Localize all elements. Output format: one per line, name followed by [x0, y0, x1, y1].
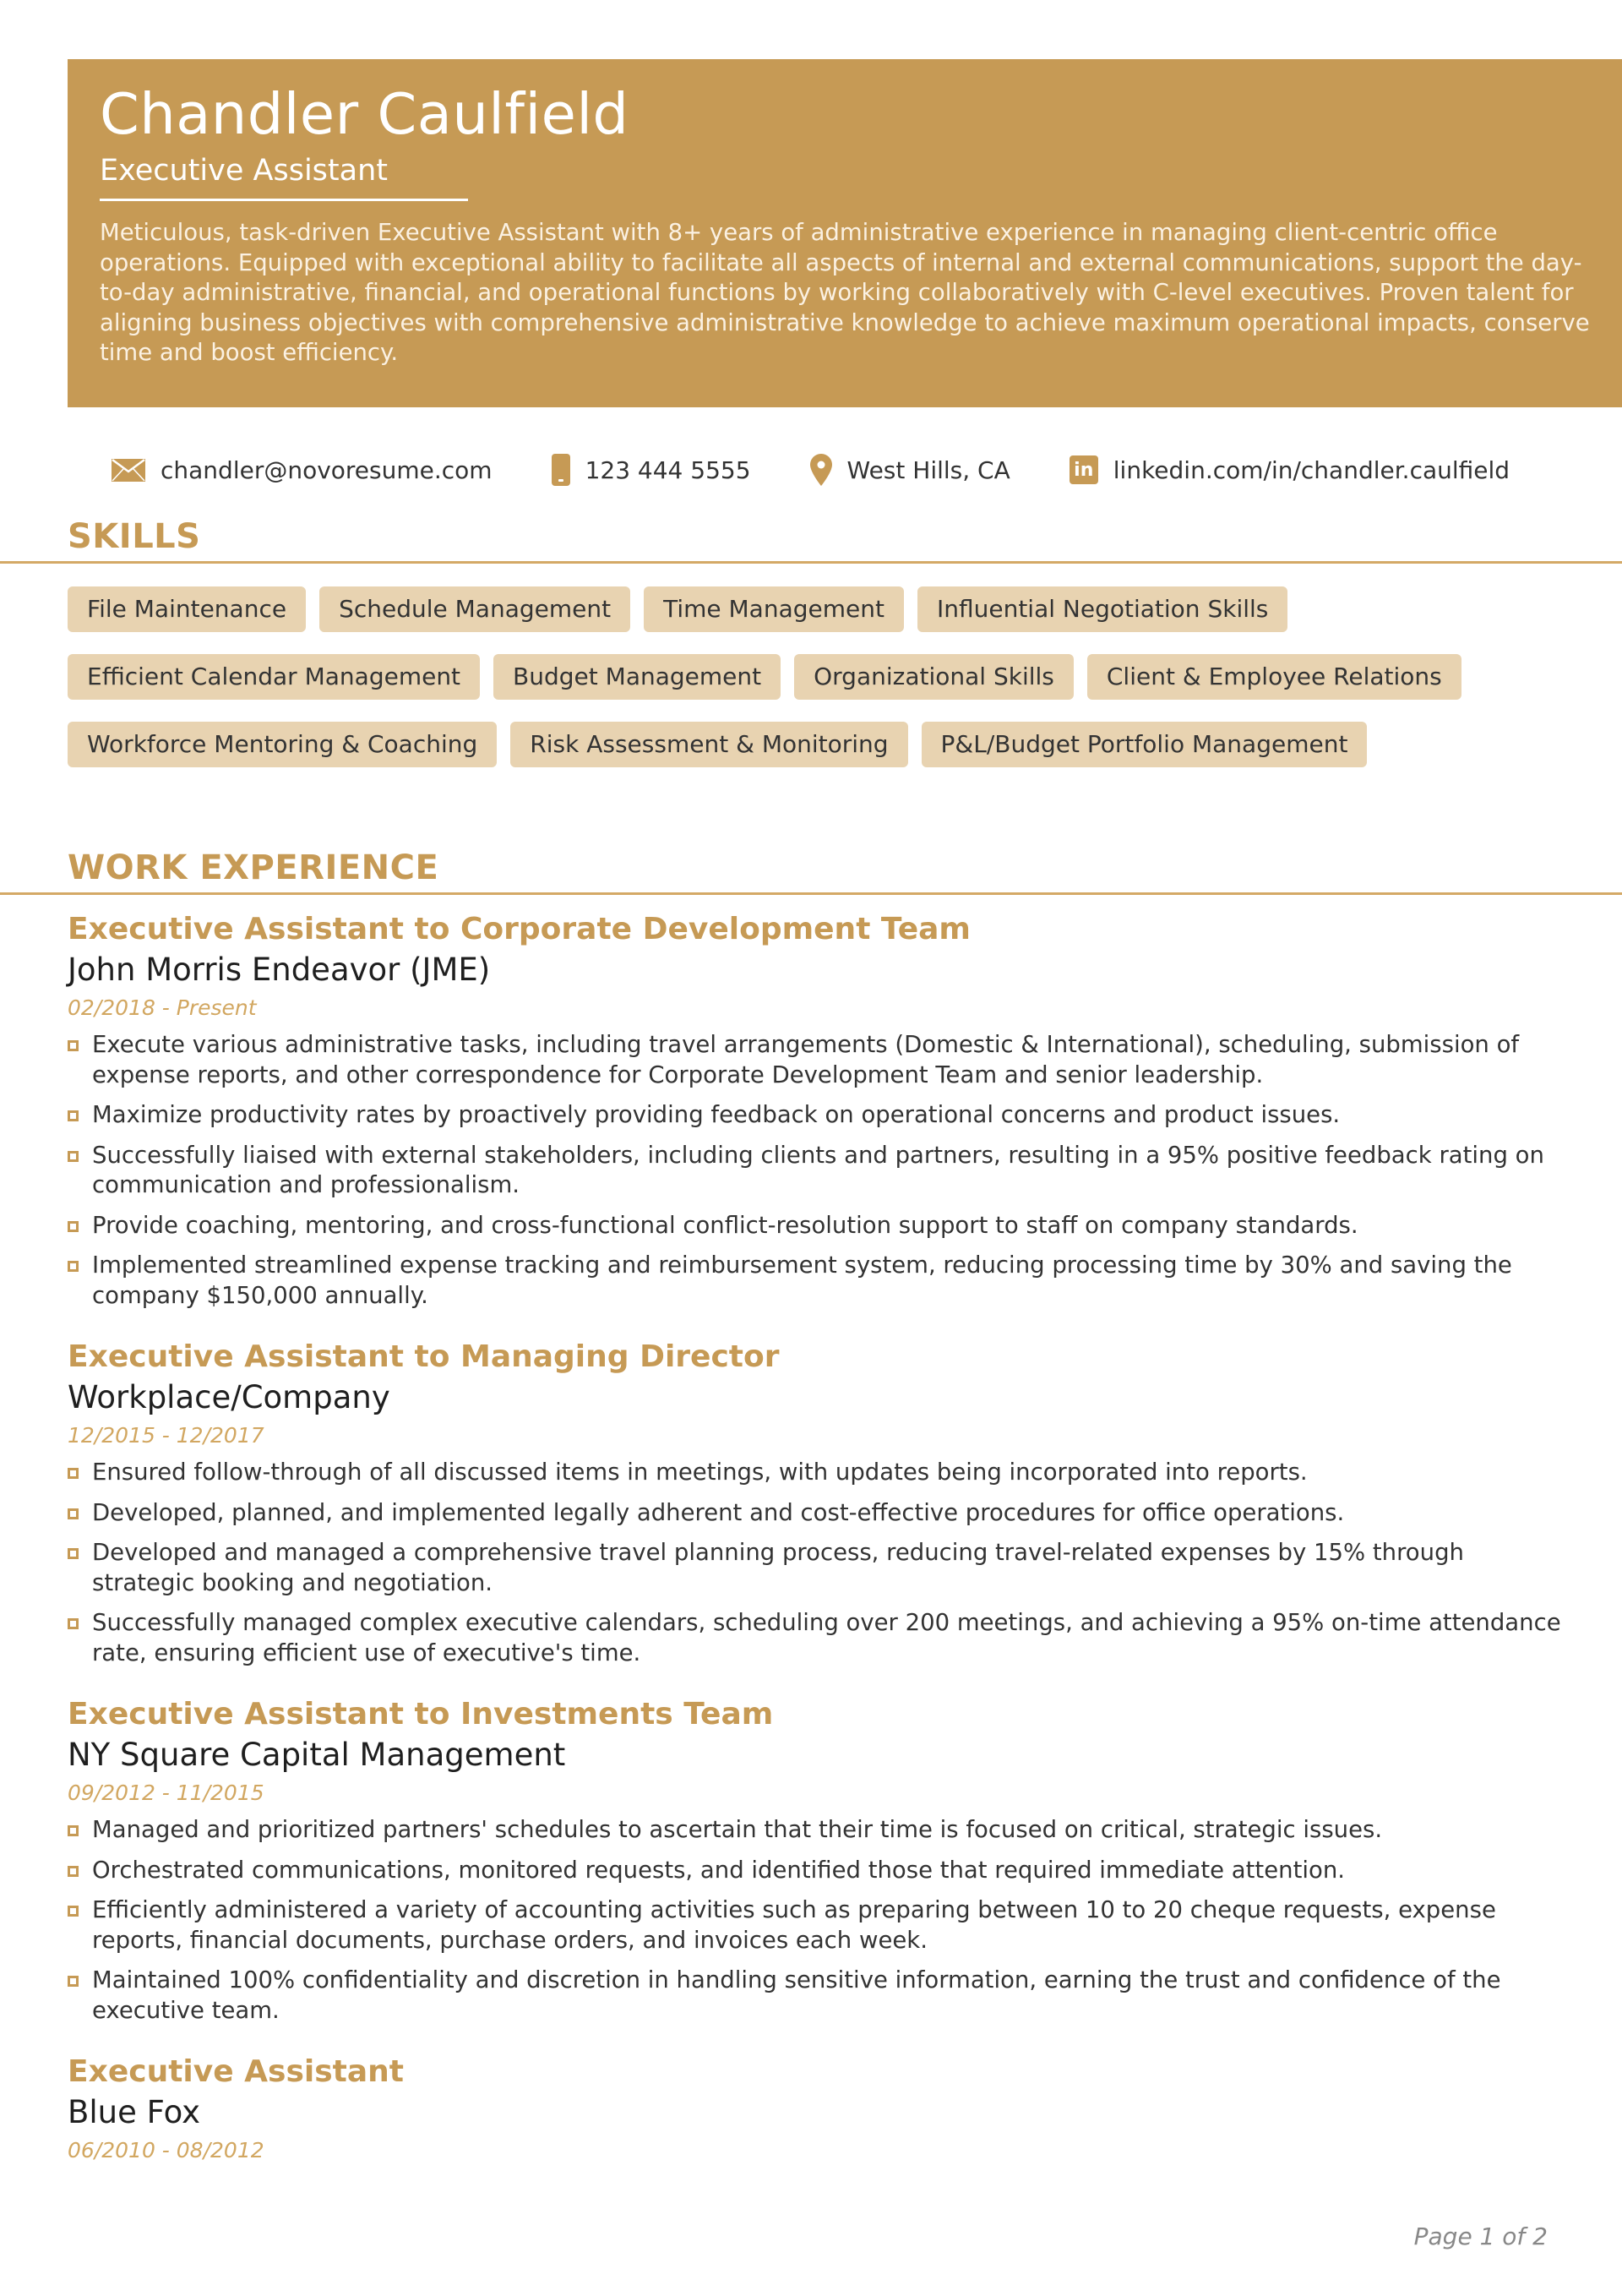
skill-tag: P&L/Budget Portfolio Management	[922, 722, 1368, 767]
skill-tag: Influential Negotiation Skills	[917, 586, 1287, 632]
square-bullet-icon	[68, 1976, 79, 1987]
contact-phone[interactable]	[552, 454, 751, 486]
square-bullet-icon	[68, 1151, 79, 1162]
experience-divider	[0, 892, 1622, 895]
location-text: West Hills, CA	[846, 455, 1010, 484]
list-item: Managed and prioritized partners' schedules to ascertain that their time is focused on critical, strategic issues.	[68, 1815, 1571, 1846]
job-role: Executive Assistant to Corporate Development Team	[68, 912, 971, 946]
experience-heading: WORK EXPERIENCE	[68, 848, 439, 887]
linkedin-icon: in	[1070, 455, 1098, 484]
job-company: John Morris Endeavor (JME)	[68, 952, 491, 988]
list-item: Ensured follow-through of all discussed items in meetings, with updates being incorporated into reports.	[68, 1458, 1571, 1488]
list-item: Orchestrated communications, monitored requests, and identified those that required immediate attention.	[68, 1856, 1571, 1886]
location-pin-icon	[810, 454, 832, 486]
square-bullet-icon	[68, 1221, 79, 1232]
square-bullet-icon	[68, 1866, 79, 1877]
list-item: Efficiently administered a variety of accounting activities such as preparing between 10 to 20 cheque requests, expense reports, financial documents, purchase orders, and invoices each week.	[68, 1895, 1571, 1955]
candidate-title: Executive Assistant	[100, 153, 388, 188]
square-bullet-icon	[68, 1548, 79, 1559]
contact-location	[810, 454, 1010, 486]
resume-header	[68, 59, 1622, 407]
skill-row	[68, 586, 1554, 632]
contact-bar	[112, 453, 1569, 487]
job-dates: 02/2018 - Present	[68, 995, 257, 1020]
skills-divider	[0, 561, 1622, 564]
job-entry	[68, 1336, 1571, 1668]
title-underline	[100, 199, 468, 201]
job-role: Executive Assistant to Investments Team	[68, 1697, 774, 1732]
skill-tag: Risk Assessment & Monitoring	[510, 722, 907, 767]
square-bullet-icon	[68, 1110, 79, 1121]
list-item: Implemented streamlined expense tracking and reimbursement system, reducing processing time by 30% and saving the company $150,000 annually.	[68, 1251, 1571, 1311]
list-item: Developed, planned, and implemented legally adherent and cost-effective procedures for office operations.	[68, 1498, 1571, 1529]
job-entry	[68, 2051, 1571, 2169]
square-bullet-icon	[68, 1618, 79, 1629]
job-company: NY Square Capital Management	[68, 1737, 566, 1773]
list-item: Maintained 100% confidentiality and discretion in handling sensitive information, earning the trust and confidence of the executive team.	[68, 1966, 1571, 2026]
email-text: chandler@novoresume.com	[161, 455, 493, 484]
experience-list	[68, 908, 1571, 2195]
job-dates: 06/2010 - 08/2012	[68, 2138, 264, 2162]
skill-tag: Organizational Skills	[794, 654, 1074, 700]
linkedin-text: linkedin.com/in/chandler.caulfield	[1113, 455, 1510, 484]
skill-tag: Time Management	[644, 586, 904, 632]
contact-email[interactable]	[112, 456, 493, 484]
job-dates: 09/2012 - 11/2015	[68, 1781, 264, 1805]
skill-tag: Schedule Management	[319, 586, 630, 632]
list-item: Successfully liaised with external stakeholders, including clients and partners, resulting in a 95% positive feedback rating on communication and professionalism.	[68, 1141, 1571, 1201]
job-company: Workplace/Company	[68, 1379, 390, 1415]
square-bullet-icon	[68, 1261, 79, 1272]
skill-tag: Efficient Calendar Management	[68, 654, 480, 700]
skill-tag: File Maintenance	[68, 586, 306, 632]
job-bullets	[68, 1030, 1571, 1311]
square-bullet-icon	[68, 1508, 79, 1519]
job-dates: 12/2015 - 12/2017	[68, 1423, 264, 1448]
square-bullet-icon	[68, 1906, 79, 1917]
square-bullet-icon	[68, 1825, 79, 1836]
job-bullets	[68, 1458, 1571, 1668]
square-bullet-icon	[68, 1468, 79, 1479]
list-item: Maximize productivity rates by proactively providing feedback on operational concerns and product issues.	[68, 1100, 1571, 1131]
list-item: Execute various administrative tasks, including travel arrangements (Domestic & International), scheduling, submission of expense reports, and other correspondence for Corporate Development Team and senior leadership.	[68, 1030, 1571, 1090]
list-item: Successfully managed complex executive calendars, scheduling over 200 meetings, and achieving a 95% on-time attendance rate, ensuring efficient use of executive's time.	[68, 1608, 1571, 1668]
job-entry	[68, 1693, 1571, 2026]
skill-tag: Workforce Mentoring & Coaching	[68, 722, 497, 767]
phone-text: 123 444 5555	[585, 455, 751, 484]
job-role: Executive Assistant	[68, 2054, 404, 2089]
mail-icon	[112, 459, 145, 482]
skill-row	[68, 722, 1554, 767]
professional-summary: Meticulous, task-driven Executive Assistant with 8+ years of administrative experience in managing client-centric office operations. Equipped with exceptional ability to facilitate all aspects of internal and external communications, support the day-to-day administrative, financial, and operational functions by working collaboratively with C-level executives. Proven talent for aligning business objectives with comprehensive administrative knowledge to achieve maximum operational impacts, conserve time and boost efficiency.	[100, 219, 1590, 367]
skill-row	[68, 654, 1554, 700]
skills-list	[68, 586, 1554, 789]
phone-icon	[552, 454, 570, 486]
skills-heading: SKILLS	[68, 517, 201, 556]
page-number: Page 1 of 2	[1413, 2222, 1548, 2250]
skill-tag: Client & Employee Relations	[1087, 654, 1461, 700]
job-entry	[68, 908, 1571, 1311]
square-bullet-icon	[68, 1040, 79, 1051]
contact-linkedin[interactable]	[1070, 455, 1510, 484]
job-role: Executive Assistant to Managing Director	[68, 1339, 780, 1374]
candidate-name: Chandler Caulfield	[100, 81, 629, 147]
skill-tag: Budget Management	[493, 654, 781, 700]
job-company: Blue Fox	[68, 2094, 200, 2130]
list-item: Developed and managed a comprehensive travel planning process, reducing travel-related expenses by 15% through strategic booking and negotiation.	[68, 1538, 1571, 1598]
job-bullets	[68, 1815, 1571, 2026]
list-item: Provide coaching, mentoring, and cross-functional conflict-resolution support to staff on company standards.	[68, 1211, 1571, 1241]
